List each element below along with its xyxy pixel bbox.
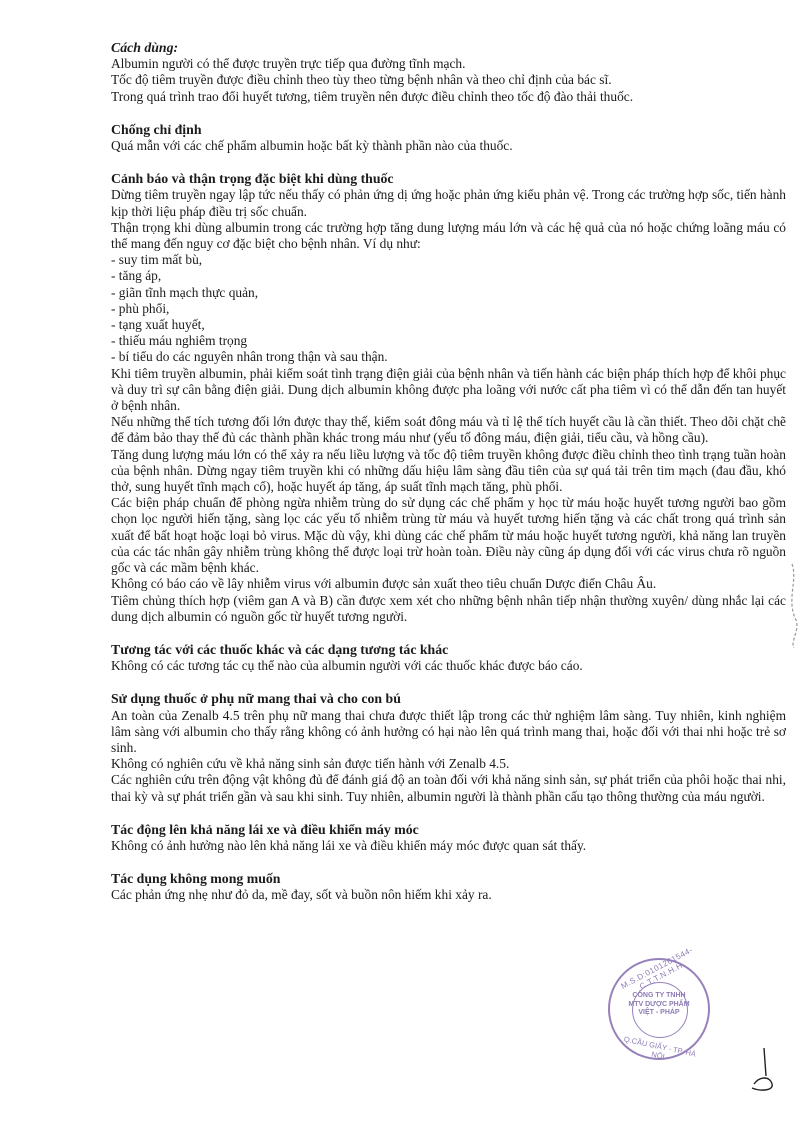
paragraph: Không có các tương tác cụ thể nào của albumin người với các thuốc khác được báo cáo.	[111, 658, 583, 674]
paragraph: Nếu những thể tích tương đối lớn được thay thế, kiểm soát đông máu và tỉ lệ thể tích huyết cầu là cần thiết. Theo dõi chặt chẽ để đảm bảo thay thế đủ các thành phần khác trong máu như (yếu tố đông máu, điện giải, tiểu cầu, và hồng cầu).	[111, 414, 786, 446]
paragraph: Albumin người có thể được truyền trực tiếp qua đường tĩnh mạch.	[111, 56, 466, 72]
paragraph: Không có nghiên cứu về khả năng sinh sản được tiến hành với Zenalb 4.5.	[111, 756, 510, 772]
section-heading: Tác dụng không mong muốn	[111, 871, 281, 887]
list-item: - giãn tĩnh mạch thực quản,	[111, 284, 259, 300]
paragraph: Các biện pháp chuẩn để phòng ngừa nhiễm trùng do sử dụng các chế phẩm y học từ máu hoặc huyết tương người bao gồm chọn lọc người hiến tặng, sàng lọc các yếu tố nhiễm trùng từ máu và huyết tương hiến tặng và các chất trong quá trình sản xuất để bất hoạt hoặc loại bỏ virus. Mặc dù vậy, khi dùng các chế phẩm từ máu hoặc huyết tương người, khả năng lan truyền của các tác nhân gây nhiễm trùng không thể được loại trừ hoàn toàn. Điều này cũng áp dụng đối với các virus chưa rõ nguồn gốc và các mầm bệnh khác.	[111, 495, 786, 576]
stamp-bottom-text: Q.CẦU GIẤY - TP. HÀ NỘI	[623, 1034, 697, 1062]
section-tuong-tac	[111, 642, 786, 674]
paragraph: Không có báo cáo về lây nhiễm virus với albumin được sản xuất theo tiêu chuẩn Dược điển Châu Âu.	[111, 576, 657, 592]
paragraph: Khi tiêm truyền albumin, phải kiểm soát tình trạng điện giải của bệnh nhân và tiến hành các biện pháp thích hợp để khôi phục và duy trì sự cân bằng điện giải. Dung dịch albumin không được pha loãng với nước cất pha tiêm vì có thể dẫn đến tan huyết ở bệnh nhân.	[111, 365, 786, 414]
section-canh-bao	[111, 171, 786, 625]
list-item: - phù phổi,	[111, 300, 170, 316]
stamp-center-text: CÔNG TY TNHH MTV DƯỢC PHẨM VIỆT - PHÁP	[628, 992, 690, 1016]
section-lai-xe	[111, 822, 786, 854]
document-page	[111, 40, 786, 921]
signature-mark	[744, 1046, 784, 1096]
section-heading: Sử dụng thuốc ở phụ nữ mang thai và cho con bú	[111, 691, 401, 707]
list-item: - bí tiểu do các nguyên nhân trong thận và sau thận.	[111, 349, 388, 365]
list-item: - thiếu máu nghiêm trọng	[111, 333, 248, 349]
paragraph: Các phản ứng nhẹ như đỏ da, mề đay, sốt và buồn nôn hiếm khi xảy ra.	[111, 887, 492, 903]
paragraph: Các nghiên cứu trên động vật không đủ để đánh giá độ an toàn đối với khả năng sinh sản, sự phát triển của phôi hoặc thai nhi, thai kỳ và sự phát triển gần và sau khi sinh. Tuy nhiên, albumin người là thành phần cấu tạo thông thường của máu người.	[111, 772, 786, 804]
risk-list	[111, 252, 786, 365]
section-heading: Cảnh báo và thận trọng đặc biệt khi dùng thuốc	[111, 171, 394, 187]
paragraph: Quá mẫn với các chế phẩm albumin hoặc bất kỳ thành phần nào của thuốc.	[111, 138, 513, 154]
paragraph: Tăng dung lượng máu lớn có thể xảy ra nếu liều lượng và tốc độ tiêm truyền không được điều chỉnh theo tình trạng tuần hoàn của bệnh nhân. Dừng ngay tiêm truyền khi có những dấu hiệu lâm sàng đầu tiên của sự quá tải trên tim mạch (đau đầu, khó thở, sung huyết tĩnh mạch cổ), hoặc huyết áp tăng, áp suất tĩnh mạch tăng, phù phổi.	[111, 446, 786, 495]
page-edge-mark	[778, 560, 800, 650]
paragraph: Thận trọng khi dùng albumin trong các trường hợp tăng dung lượng máu lớn và các hệ quả của nó hoặc chứng loãng máu có thể mang đến nguy cơ đặc biệt cho bệnh nhân. Ví dụ như:	[111, 219, 786, 252]
section-cach-dung	[111, 40, 786, 105]
paragraph: Tiêm chủng thích hợp (viêm gan A và B) cần được xem xét cho những bệnh nhân tiếp nhận thường xuyên/ dùng nhắc lại các dung dịch albumin có nguồn gốc từ huyết tương người.	[111, 592, 786, 624]
section-heading: Tương tác với các thuốc khác và các dạng tương tác khác	[111, 641, 449, 657]
list-item: - tạng xuất huyết,	[111, 317, 205, 333]
company-stamp	[608, 945, 710, 1062]
list-item: - tăng áp,	[111, 268, 162, 284]
section-chong-chi-dinh	[111, 122, 786, 154]
paragraph: Dừng tiêm truyền ngay lập tức nếu thấy có phản ứng dị ứng hoặc phản ứng kiểu phản vệ. Trong các trường hợp sốc, tiến hành kịp thời liệu pháp điều trị sốc chuẩn.	[111, 187, 786, 219]
paragraph: Trong quá trình trao đổi huyết tương, tiêm truyền nên được điều chỉnh theo tốc độ đào thải thuốc.	[111, 88, 634, 104]
list-item: - suy tim mất bù,	[111, 252, 203, 268]
section-heading: Chống chỉ định	[111, 121, 202, 137]
section-heading: Tác động lên khả năng lái xe và điều khiển máy móc	[111, 821, 419, 837]
paragraph: Tốc độ tiêm truyền được điều chỉnh theo tùy theo từng bệnh nhân và theo chỉ định của bác sĩ.	[111, 72, 612, 88]
stamp-ring-text: M.S.D:0101261544-C.T.T.N.H.H	[619, 945, 695, 992]
section-phu-nu-mang-thai	[111, 691, 786, 804]
paragraph: An toàn của Zenalb 4.5 trên phụ nữ mang thai chưa được thiết lập trong các thử nghiệm lâm sàng. Tuy nhiên, kinh nghiệm lâm sàng với albumin cho thấy rằng không có ảnh hưởng có hại nào lên quá trình mang thai, hoặc đối với thai nhi hoặc trẻ sơ sinh.	[111, 707, 786, 755]
section-khong-mong-muon	[111, 871, 786, 903]
paragraph: Không có ảnh hưởng nào lên khả năng lái xe và điều khiển máy móc được quan sát thấy.	[111, 837, 587, 853]
section-heading: Cách dùng:	[111, 40, 179, 55]
